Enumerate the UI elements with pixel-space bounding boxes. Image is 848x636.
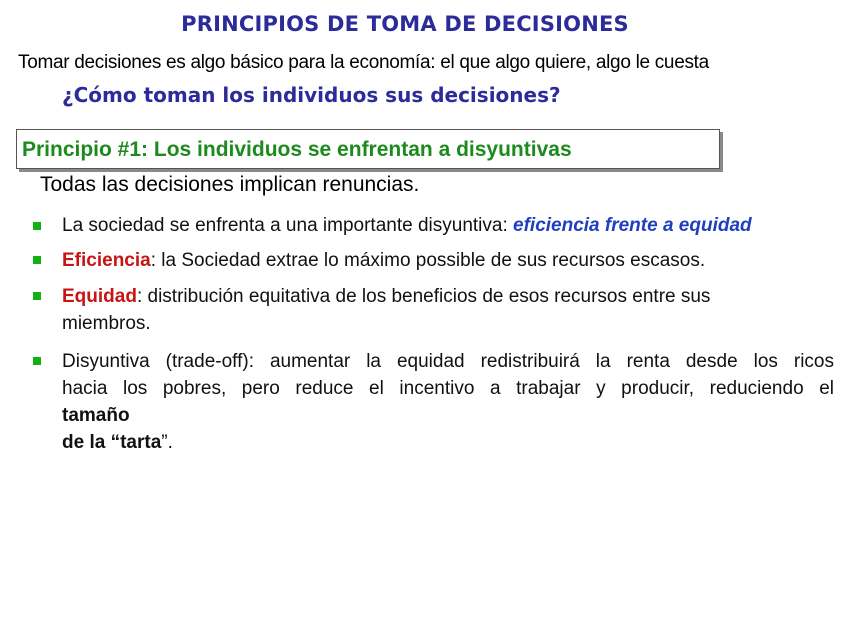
bullet-2-text: : la Sociedad extrae lo máximo possible de sus recursos escasos. xyxy=(150,250,706,271)
bullet-4-bold-line-2: de la “tarta xyxy=(62,432,162,453)
question-heading: ¿Cómo toman los individuos sus decisiones? xyxy=(62,83,561,107)
bullet-1-emphasis: eficiencia frente a equidad xyxy=(513,215,752,236)
slide-title: PRINCIPIOS DE TOMA DE DECISIONES xyxy=(181,12,629,36)
bullet-marker-1 xyxy=(33,222,41,230)
bullet-3-text-line-2: miembros. xyxy=(62,313,151,334)
subtitle-text: Todas las decisiones implican renuncias. xyxy=(40,173,420,196)
bullet-marker-2 xyxy=(33,256,41,264)
bullet-marker-3 xyxy=(33,292,41,300)
bullet-4-bold-line-1: tamaño xyxy=(62,405,130,426)
intro-text: Tomar decisiones es algo básico para la economía: el que algo quiere, algo le cuesta xyxy=(18,52,709,73)
bullet-2-term: Eficiencia xyxy=(62,250,151,271)
bullet-3-line-1 xyxy=(62,283,710,310)
bullet-4-line-4 xyxy=(62,429,834,456)
bullet-item-4 xyxy=(62,348,834,456)
bullet-item-2 xyxy=(62,247,705,274)
principle-heading: Principio #1: Los individuos se enfrentan a disyuntivas xyxy=(22,138,572,161)
bullet-item-3 xyxy=(62,283,710,337)
bullet-4-tail: ”. xyxy=(161,432,173,453)
bullet-marker-4 xyxy=(33,357,41,365)
bullet-item-1 xyxy=(62,212,752,239)
bullet-1-text: La sociedad se enfrenta a una importante disyuntiva: xyxy=(62,215,514,236)
bullet-4-line-2: hacia los pobres, pero reduce el incentivo a trabajar y producir, reduciendo el xyxy=(62,378,834,399)
bullet-4-line-1: Disyuntiva (trade-off): aumentar la equidad redistribuirá la renta desde los ricos xyxy=(62,351,834,372)
principle-box xyxy=(16,129,720,169)
bullet-3-term: Equidad xyxy=(62,286,137,307)
bullet-3-text-line-1: : distribución equitativa de los beneficios de esos recursos entre sus xyxy=(136,286,711,307)
